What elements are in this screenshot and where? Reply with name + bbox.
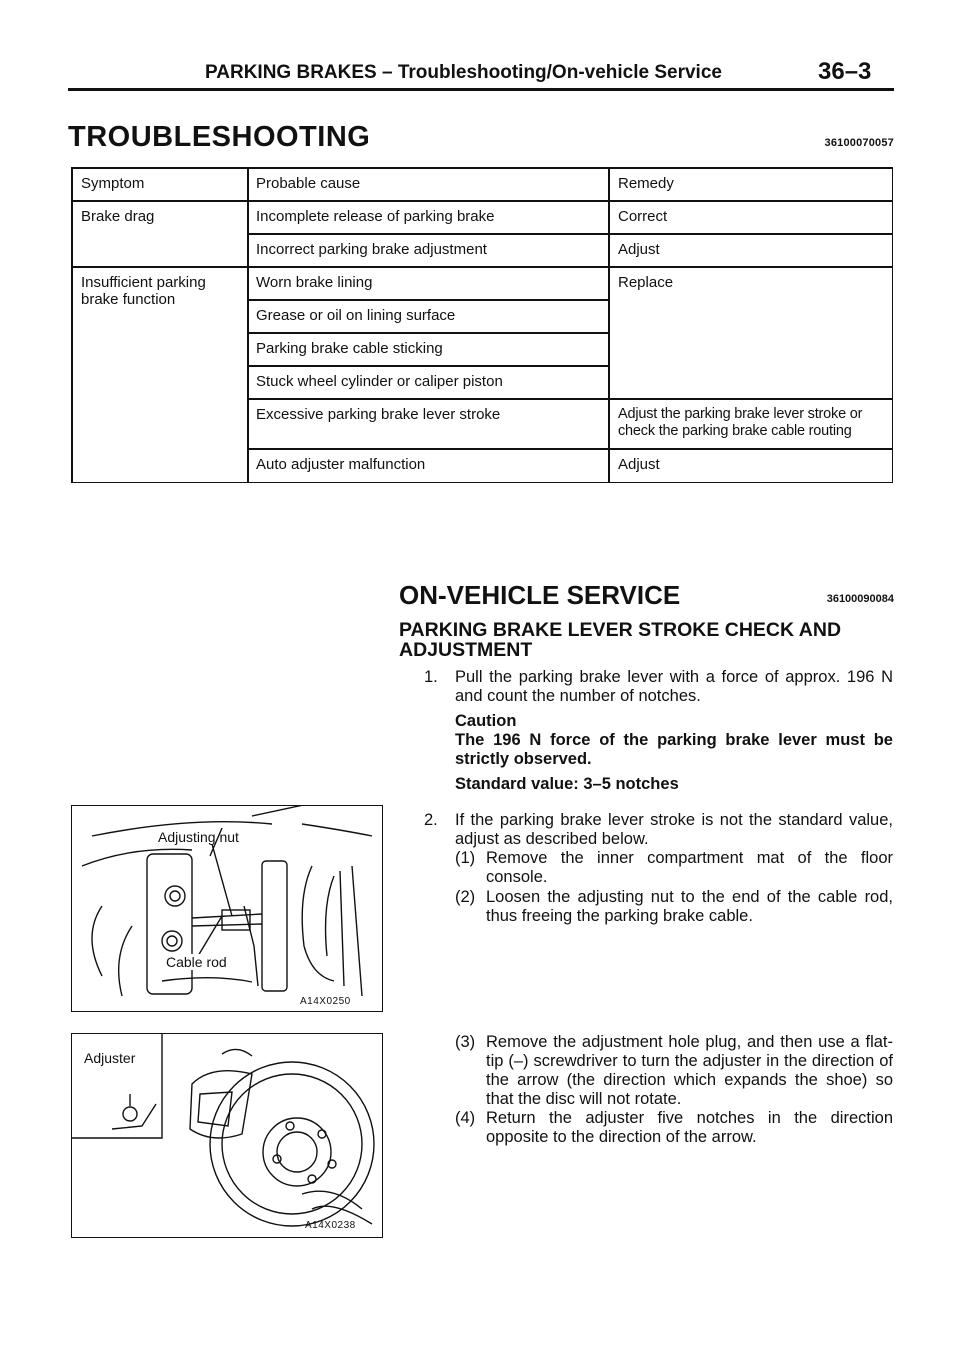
substep-1-text: Remove the inner compartment mat of the floor console.	[486, 849, 893, 886]
substep-4-text: Return the adjuster five notches in the direction opposite to the direction of the arrow.	[486, 1109, 893, 1146]
on-vehicle-service-code: 36100090084	[826, 593, 894, 605]
figure-adjuster	[71, 1033, 383, 1238]
substep-number: (4)	[455, 1109, 476, 1127]
cause-item: Stuck wheel cylinder or caliper piston	[256, 373, 503, 390]
table-border-bottom	[71, 482, 893, 484]
remedy-item: Replace	[618, 274, 674, 291]
label-adjusting-nut: Adjusting nut	[158, 829, 239, 845]
step-number: 2.	[424, 811, 438, 829]
substep-3-text: Remove the adjustment hole plug, and then use a flat-tip (–) screwdriver to turn the adjuster in the direction of the arrow (the direction which expands the shoe) so that the disc will not rotate.	[486, 1033, 893, 1108]
header-rule	[68, 88, 894, 91]
cause-item: Auto adjuster malfunction	[256, 456, 426, 473]
step-2-text: If the parking brake lever stroke is not the standard value, adjust as described below.	[455, 811, 893, 848]
column-header-symptom: Symptom	[81, 175, 145, 192]
table-row-divider	[71, 200, 893, 202]
column-header-remedy: Remedy	[618, 175, 674, 192]
table-row-divider	[247, 365, 609, 367]
cause-item: Worn brake lining	[256, 274, 373, 291]
table-col-divider	[247, 167, 249, 483]
procedure-title: PARKING BRAKE LEVER STROKE CHECK AND ADJUSTMENT	[399, 619, 842, 661]
table-border-top	[71, 167, 893, 169]
table-row-divider	[71, 266, 893, 268]
page-number: 36–3	[818, 58, 872, 85]
remedy-item: Adjust	[618, 456, 660, 473]
cause-item: Grease or oil on lining surface	[256, 307, 456, 324]
substep-number: (3)	[455, 1033, 476, 1051]
standard-value: Standard value: 3–5 notches	[455, 775, 679, 793]
step-1-text: Pull the parking brake lever with a force of approx. 196 N and count the number of notches.	[455, 668, 893, 705]
label-adjuster: Adjuster	[84, 1050, 136, 1066]
troubleshooting-table	[71, 167, 893, 483]
adjuster-inset	[72, 1034, 162, 1138]
table-row-divider	[247, 332, 609, 334]
remedy-item: Adjust the parking brake lever stroke or check the parking brake cable routing	[618, 406, 863, 439]
substep-number: (2)	[455, 888, 476, 906]
remedy-item: Adjust	[618, 241, 660, 258]
symptom-brake-drag: Brake drag	[81, 208, 155, 225]
cause-item: Incomplete release of parking brake	[256, 208, 495, 225]
table-row-divider	[247, 233, 893, 235]
troubleshooting-title: TROUBLESHOOTING	[68, 121, 371, 153]
cause-item: Excessive parking brake lever stroke	[256, 406, 501, 423]
on-vehicle-service-title: ON-VEHICLE SERVICE	[399, 580, 681, 610]
label-cable-rod: Cable rod	[166, 954, 227, 970]
symptom-insufficient-function: Insufficient parking brake function	[81, 274, 206, 308]
cause-item: Parking brake cable sticking	[256, 340, 443, 357]
table-col-divider	[608, 167, 610, 483]
caution-label: Caution	[455, 712, 517, 730]
remedy-item: Correct	[618, 208, 668, 225]
table-row-divider	[247, 299, 609, 301]
page-header-title: PARKING BRAKES – Troubleshooting/On-vehicle Service	[205, 62, 722, 83]
table-border-right	[892, 167, 894, 483]
caution-text: The 196 N force of the parking brake lever must be strictly observed.	[455, 731, 893, 768]
figure-adjusting-nut	[71, 805, 383, 1012]
troubleshooting-code: 36100070057	[824, 137, 894, 149]
cause-item: Incorrect parking brake adjustment	[256, 241, 487, 258]
table-row-divider	[247, 398, 893, 400]
step-number: 1.	[424, 668, 438, 686]
substep-2-text: Loosen the adjusting nut to the end of the cable rod, thus freeing the parking brake cable.	[486, 888, 893, 925]
column-header-probable-cause: Probable cause	[256, 175, 361, 192]
table-row-divider	[247, 448, 893, 450]
figure-code: A14X0238	[305, 1220, 356, 1231]
table-border-left	[71, 167, 73, 483]
substep-number: (1)	[455, 849, 476, 867]
figure-code: A14X0250	[300, 996, 351, 1007]
